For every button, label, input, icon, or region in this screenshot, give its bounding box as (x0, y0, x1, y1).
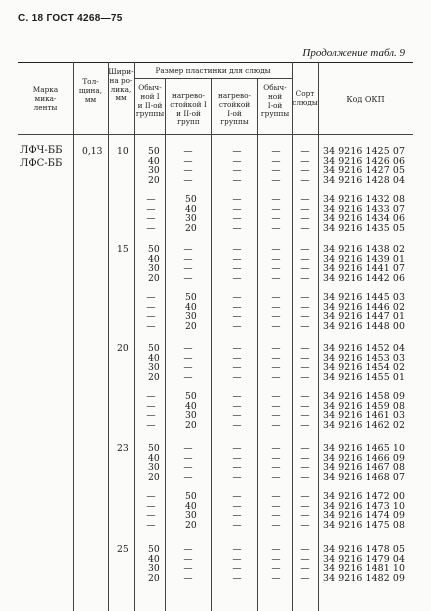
normal-1-2-value: — (146, 203, 156, 215)
heat-1-2-value: — (183, 362, 193, 374)
grade-value: — (300, 343, 310, 354)
normal-1-value: — (271, 291, 281, 303)
okp-code: 34 9216 1459 08 (323, 400, 406, 412)
okp-code: 34 9216 1432 08 (323, 193, 406, 205)
grade-value: — (300, 371, 310, 383)
grade-value: — (300, 519, 310, 531)
col-divider (292, 62, 293, 611)
grade-value: — (300, 155, 310, 167)
normal-1-2-value: — (146, 193, 156, 205)
heat-1-2-value: 50 (185, 490, 197, 502)
heat-1-value: — (232, 174, 242, 186)
okp-code: 34 9216 1473 10 (323, 500, 406, 512)
heat-1-value: — (232, 419, 242, 431)
normal-1-2-value: 30 (148, 462, 160, 474)
normal-1-value: — (271, 400, 281, 412)
grade-value: — (300, 174, 310, 186)
normal-1-value: — (271, 553, 281, 565)
heat-1-value: — (232, 452, 242, 464)
normal-1-2-value: 50 (148, 544, 160, 555)
normal-1-2-value: — (146, 400, 156, 412)
col-header-normal-1-2: Обыч- ной I и II-ой группы (135, 83, 165, 119)
normal-1-2-value: 20 (148, 174, 160, 186)
okp-code: 34 9216 1435 05 (323, 222, 406, 234)
heat-1-2-value: 30 (185, 410, 197, 422)
normal-1-value: — (271, 563, 281, 575)
normal-1-value: — (271, 352, 281, 364)
normal-1-value: — (271, 510, 281, 522)
normal-1-value: — (271, 320, 281, 332)
grade-value: — (300, 362, 310, 374)
col-header-heat-1-2: нагрево- стойкой I и II-ой групп (170, 91, 207, 127)
heat-1-value: — (232, 193, 242, 205)
normal-1-value: — (271, 471, 281, 483)
col-header-width: Шири- на ро- лика, мм (108, 67, 134, 103)
heat-1-value: — (232, 563, 242, 575)
okp-code: 34 9216 1479 04 (323, 553, 406, 565)
width-value: 20 (117, 343, 129, 354)
heat-1-2-value: — (183, 343, 193, 354)
grade-value: — (300, 410, 310, 422)
okp-code: 34 9216 1455 01 (323, 371, 406, 383)
grade-value: — (300, 272, 310, 284)
col-header-heat-1: нагрево- стойкой I-ой группы (218, 91, 251, 127)
width-value: 15 (117, 244, 129, 255)
okp-code: 34 9216 1454 02 (323, 362, 406, 374)
heat-1-value: — (232, 443, 242, 454)
normal-1-2-value: 50 (148, 244, 160, 255)
width-value: 25 (117, 544, 129, 555)
heat-1-2-value: — (183, 174, 193, 186)
heat-1-value: — (232, 320, 242, 332)
normal-1-2-value: 50 (148, 343, 160, 354)
heat-1-value: — (232, 213, 242, 225)
normal-1-2-value: 20 (148, 371, 160, 383)
col-header-brand: Марка мика- ленты (32, 85, 59, 112)
heat-1-value: — (232, 519, 242, 531)
normal-1-2-value: 50 (148, 146, 160, 157)
grade-value: — (300, 390, 310, 402)
heat-1-value: — (232, 165, 242, 177)
heat-1-2-value: — (183, 371, 193, 383)
heat-1-2-value: — (183, 352, 193, 364)
grade-value: — (300, 203, 310, 215)
col-divider (318, 62, 319, 611)
col-divider (108, 62, 109, 611)
col-header-thickness: Тол- щина, мм (78, 77, 103, 104)
heat-1-value: — (232, 155, 242, 167)
heat-1-2-value: — (183, 272, 193, 284)
heat-1-2-value: 20 (185, 222, 197, 234)
normal-1-value: — (271, 519, 281, 531)
grade-value: — (300, 563, 310, 575)
normal-1-value: — (271, 490, 281, 502)
heat-1-2-value: — (183, 553, 193, 565)
heat-1-value: — (232, 146, 242, 157)
normal-1-2-value: 20 (148, 272, 160, 284)
heat-1-2-value: 30 (185, 510, 197, 522)
normal-1-value: — (271, 174, 281, 186)
normal-1-2-value: 30 (148, 263, 160, 275)
heat-1-value: — (232, 544, 242, 555)
heat-1-2-value: 50 (185, 291, 197, 303)
heat-1-value: — (232, 400, 242, 412)
header-bottom-rule (18, 134, 413, 135)
normal-1-2-value: 50 (148, 443, 160, 454)
width-value: 10 (117, 146, 129, 157)
grade-value: — (300, 244, 310, 255)
heat-1-value: — (232, 244, 242, 255)
heat-1-value: — (232, 462, 242, 474)
normal-1-value: — (271, 572, 281, 584)
normal-1-value: — (271, 443, 281, 454)
heat-1-2-value: 40 (185, 203, 197, 215)
normal-1-2-value: 30 (148, 362, 160, 374)
okp-code: 34 9216 1442 06 (323, 272, 406, 284)
width-value: 23 (117, 443, 129, 454)
grade-value: — (300, 400, 310, 412)
okp-code: 34 9216 1467 08 (323, 462, 406, 474)
heat-1-2-value: — (183, 253, 193, 265)
normal-1-2-value: — (146, 301, 156, 313)
normal-1-value: — (271, 371, 281, 383)
normal-1-2-value: — (146, 320, 156, 332)
okp-code: 34 9216 1448 00 (323, 320, 406, 332)
grade-value: — (300, 311, 310, 323)
heat-1-2-value: 40 (185, 500, 197, 512)
heat-1-2-value: 30 (185, 311, 197, 323)
heat-1-value: — (232, 390, 242, 402)
grade-value: — (300, 510, 310, 522)
okp-code: 34 9216 1426 06 (323, 155, 406, 167)
heat-1-2-value: — (183, 471, 193, 483)
normal-1-value: — (271, 311, 281, 323)
okp-code: 34 9216 1465 10 (323, 443, 406, 454)
normal-1-value: — (271, 244, 281, 255)
normal-1-2-value: — (146, 291, 156, 303)
heat-1-value: — (232, 490, 242, 502)
okp-code: 34 9216 1447 01 (323, 311, 406, 323)
normal-1-value: — (271, 362, 281, 374)
grade-value: — (300, 222, 310, 234)
heat-1-2-value: — (183, 443, 193, 454)
col-divider (165, 78, 166, 611)
heat-1-2-value: — (183, 544, 193, 555)
heat-1-value: — (232, 253, 242, 265)
heat-1-2-value: 50 (185, 390, 197, 402)
grade-value: — (300, 146, 310, 157)
normal-1-2-value: 40 (148, 253, 160, 265)
table-top-rule (18, 62, 413, 63)
col-header-normal-1: Обыч- ной I-ой группы (260, 83, 290, 119)
normal-1-2-value: 30 (148, 563, 160, 575)
col-divider (211, 78, 212, 611)
normal-1-value: — (271, 272, 281, 284)
grade-value: — (300, 544, 310, 555)
heat-1-value: — (232, 572, 242, 584)
grade-value: — (300, 452, 310, 464)
normal-1-2-value: 40 (148, 553, 160, 565)
heat-1-value: — (232, 471, 242, 483)
heat-1-value: — (232, 410, 242, 422)
okp-code: 34 9216 1462 02 (323, 419, 406, 431)
normal-1-value: — (271, 165, 281, 177)
grade-value: — (300, 572, 310, 584)
heat-1-2-value: — (183, 146, 193, 157)
col-divider (73, 62, 74, 611)
okp-code: 34 9216 1433 07 (323, 203, 406, 215)
normal-1-2-value: 40 (148, 155, 160, 167)
grade-value: — (300, 419, 310, 431)
okp-code: 34 9216 1461 03 (323, 410, 406, 422)
col-divider (257, 78, 258, 611)
grade-value: — (300, 291, 310, 303)
grade-value: — (300, 553, 310, 565)
grade-value: — (300, 490, 310, 502)
grade-value: — (300, 443, 310, 454)
heat-1-value: — (232, 301, 242, 313)
normal-1-2-value: — (146, 419, 156, 431)
heat-1-2-value: 50 (185, 193, 197, 205)
col-header-plate-size: Размер пластинки для слюды (155, 66, 271, 75)
heat-1-2-value: 20 (185, 419, 197, 431)
normal-1-value: — (271, 155, 281, 167)
normal-1-value: — (271, 462, 281, 474)
okp-code: 34 9216 1438 02 (323, 244, 406, 255)
normal-1-value: — (271, 193, 281, 205)
okp-code: 34 9216 1466 09 (323, 452, 406, 464)
normal-1-value: — (271, 203, 281, 215)
grade-value: — (300, 462, 310, 474)
brand-name: ЛФС-ББ (20, 158, 63, 169)
normal-1-value: — (271, 343, 281, 354)
normal-1-value: — (271, 390, 281, 402)
okp-code: 34 9216 1482 09 (323, 572, 406, 584)
okp-code: 34 9216 1441 07 (323, 263, 406, 275)
heat-1-2-value: — (183, 462, 193, 474)
heat-1-2-value: 40 (185, 301, 197, 313)
plate-size-rule (134, 78, 292, 79)
heat-1-2-value: — (183, 452, 193, 464)
heat-1-2-value: — (183, 244, 193, 255)
heat-1-2-value: 30 (185, 213, 197, 225)
heat-1-value: — (232, 500, 242, 512)
okp-code: 34 9216 1428 04 (323, 174, 406, 186)
grade-value: — (300, 320, 310, 332)
grade-value: — (300, 193, 310, 205)
heat-1-2-value: — (183, 155, 193, 167)
normal-1-2-value: 40 (148, 452, 160, 464)
page-header: С. 18 ГОСТ 4268—75 (18, 13, 123, 24)
normal-1-2-value: — (146, 222, 156, 234)
okp-code: 34 9216 1458 09 (323, 390, 406, 402)
heat-1-2-value: — (183, 563, 193, 575)
normal-1-2-value: 30 (148, 165, 160, 177)
heat-1-value: — (232, 203, 242, 215)
heat-1-2-value: 40 (185, 400, 197, 412)
heat-1-value: — (232, 510, 242, 522)
col-header-okp: Код ОКП (346, 95, 385, 104)
heat-1-2-value: 20 (185, 519, 197, 531)
okp-code: 34 9216 1468 07 (323, 471, 406, 483)
normal-1-2-value: 20 (148, 471, 160, 483)
normal-1-2-value: — (146, 519, 156, 531)
okp-code: 34 9216 1439 01 (323, 253, 406, 265)
normal-1-value: — (271, 263, 281, 275)
okp-code: 34 9216 1446 02 (323, 301, 406, 313)
normal-1-value: — (271, 410, 281, 422)
normal-1-value: — (271, 419, 281, 431)
normal-1-value: — (271, 452, 281, 464)
normal-1-2-value: 20 (148, 572, 160, 584)
normal-1-2-value: — (146, 213, 156, 225)
normal-1-value: — (271, 544, 281, 555)
heat-1-value: — (232, 553, 242, 565)
okp-code: 34 9216 1475 08 (323, 519, 406, 531)
heat-1-value: — (232, 222, 242, 234)
col-divider (134, 62, 135, 611)
okp-code: 34 9216 1452 04 (323, 343, 406, 354)
normal-1-2-value: — (146, 410, 156, 422)
grade-value: — (300, 352, 310, 364)
heat-1-value: — (232, 343, 242, 354)
heat-1-2-value: — (183, 572, 193, 584)
grade-value: — (300, 500, 310, 512)
table-continuation-label: Продолжение табл. 9 (302, 47, 405, 59)
okp-code: 34 9216 1445 03 (323, 291, 406, 303)
normal-1-2-value: — (146, 311, 156, 323)
heat-1-2-value: — (183, 165, 193, 177)
grade-value: — (300, 263, 310, 275)
okp-code: 34 9216 1453 03 (323, 352, 406, 364)
okp-code: 34 9216 1425 07 (323, 146, 406, 157)
heat-1-value: — (232, 291, 242, 303)
normal-1-value: — (271, 213, 281, 225)
heat-1-2-value: — (183, 263, 193, 275)
normal-1-value: — (271, 500, 281, 512)
okp-code: 34 9216 1481 10 (323, 563, 406, 575)
heat-1-value: — (232, 371, 242, 383)
heat-1-value: — (232, 311, 242, 323)
brand-name: ЛФЧ-ББ (20, 145, 63, 156)
thickness-value: 0,13 (82, 146, 103, 157)
normal-1-value: — (271, 146, 281, 157)
heat-1-value: — (232, 272, 242, 284)
okp-code: 34 9216 1434 06 (323, 213, 406, 225)
grade-value: — (300, 213, 310, 225)
normal-1-value: — (271, 253, 281, 265)
normal-1-2-value: — (146, 490, 156, 502)
heat-1-value: — (232, 263, 242, 275)
okp-code: 34 9216 1427 05 (323, 165, 406, 177)
normal-1-2-value: — (146, 390, 156, 402)
col-header-grade: Сорт слюды (292, 89, 318, 107)
grade-value: — (300, 253, 310, 265)
heat-1-value: — (232, 352, 242, 364)
grade-value: — (300, 471, 310, 483)
okp-code: 34 9216 1474 09 (323, 510, 406, 522)
normal-1-value: — (271, 301, 281, 313)
heat-1-value: — (232, 362, 242, 374)
grade-value: — (300, 165, 310, 177)
normal-1-2-value: — (146, 510, 156, 522)
normal-1-2-value: 40 (148, 352, 160, 364)
normal-1-2-value: — (146, 500, 156, 512)
okp-code: 34 9216 1478 05 (323, 544, 406, 555)
okp-code: 34 9216 1472 00 (323, 490, 406, 502)
grade-value: — (300, 301, 310, 313)
heat-1-2-value: 20 (185, 320, 197, 332)
normal-1-value: — (271, 222, 281, 234)
